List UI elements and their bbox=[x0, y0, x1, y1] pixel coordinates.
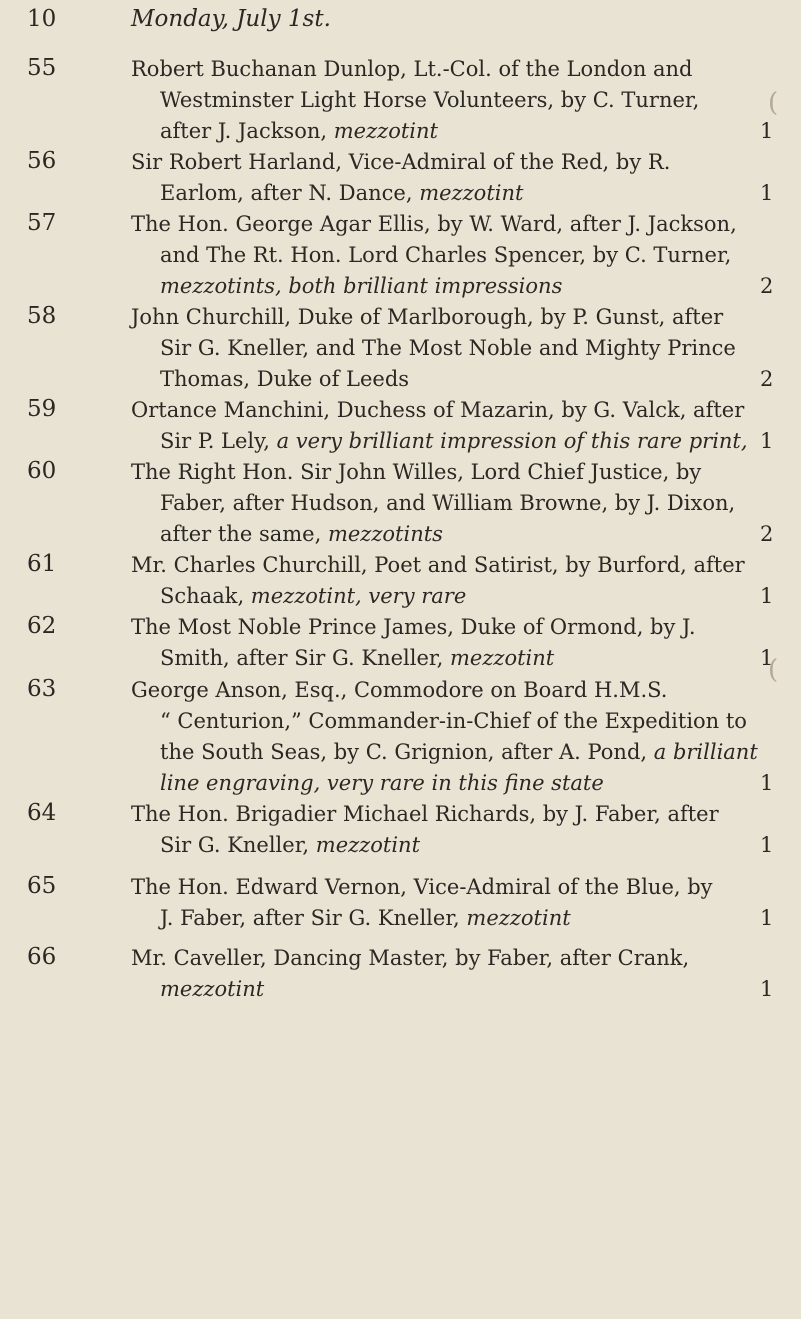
lot-number: 64 bbox=[27, 800, 57, 826]
lot-quantity: 1 bbox=[760, 119, 774, 143]
lot-text-line: Mr. Caveller, Dancing Master, by Faber, after Crank, bbox=[131, 946, 690, 970]
lot-text-line: George Anson, Esq., Commodore on Board H.M.S. bbox=[131, 678, 668, 702]
lot-number: 59 bbox=[27, 396, 57, 422]
lot-text-line: Robert Buchanan Dunlop, Lt.-Col. of the London and bbox=[131, 57, 693, 81]
lot-text-line: after the same, mezzotints bbox=[160, 522, 443, 546]
lot-text-line: Westminster Light Horse Volunteers, by C. Turner, bbox=[160, 88, 700, 112]
lot-text-line: and The Rt. Hon. Lord Charles Spencer, by C. Turner, bbox=[160, 243, 732, 267]
lot-quantity: 2 bbox=[760, 522, 774, 546]
lot-text-line: J. Faber, after Sir G. Kneller, mezzotint bbox=[160, 906, 571, 930]
show-through-mark: ( bbox=[768, 88, 779, 118]
lot-quantity: 2 bbox=[760, 274, 774, 298]
lot-text-line: Sir Robert Harland, Vice-Admiral of the Red, by R. bbox=[131, 150, 671, 174]
lot-quantity: 1 bbox=[760, 429, 774, 453]
lot-text-line: John Churchill, Duke of Marlborough, by P. Gunst, after bbox=[131, 305, 724, 329]
lot-quantity: 1 bbox=[760, 646, 774, 670]
lot-text-line: The Hon. George Agar Ellis, by W. Ward, after J. Jackson, bbox=[131, 212, 737, 236]
lot-number: 58 bbox=[27, 303, 57, 329]
lot-quantity: 1 bbox=[760, 906, 774, 930]
show-through-mark: ( bbox=[768, 655, 779, 685]
lot-number: 60 bbox=[27, 458, 57, 484]
lot-number: 57 bbox=[27, 210, 57, 236]
page-number: 10 bbox=[27, 6, 57, 32]
lot-text-line: The Hon. Edward Vernon, Vice-Admiral of the Blue, by bbox=[131, 875, 713, 899]
lot-text-line: mezzotints, both brilliant impressions bbox=[160, 274, 563, 298]
lot-number: 56 bbox=[27, 148, 57, 174]
lot-quantity: 1 bbox=[760, 584, 774, 608]
lot-text-line: The Hon. Brigadier Michael Richards, by J. Faber, after bbox=[131, 802, 719, 826]
lot-text-line: “ Centurion,” Commander-in-Chief of the Expedition to bbox=[160, 709, 747, 733]
lot-quantity: 1 bbox=[760, 771, 774, 795]
lot-text-line: Ortance Manchini, Duchess of Mazarin, by G. Valck, after bbox=[131, 398, 745, 422]
lot-number: 66 bbox=[27, 944, 57, 970]
sale-day-heading: Monday, July 1st. bbox=[131, 6, 331, 32]
lot-text-line: The Most Noble Prince James, Duke of Ormond, by J. bbox=[131, 615, 696, 639]
lot-text-line: Sir G. Kneller, mezzotint bbox=[160, 833, 421, 857]
lot-text-line: Sir P. Lely, a very brilliant impression of this rare print, bbox=[160, 429, 748, 453]
lot-text-line: mezzotint bbox=[160, 977, 265, 1001]
lot-text-line: Schaak, mezzotint, very rare bbox=[160, 584, 467, 608]
lot-text-line: after J. Jackson, mezzotint bbox=[160, 119, 438, 143]
lot-number: 65 bbox=[27, 873, 57, 899]
lot-text-line: Sir G. Kneller, and The Most Noble and Mighty Prince bbox=[160, 336, 736, 360]
lot-text-line: the South Seas, by C. Grignion, after A. Pond, a brilliant bbox=[160, 740, 758, 764]
lot-number: 62 bbox=[27, 613, 57, 639]
lot-text-line: line engraving, very rare in this fine state bbox=[160, 771, 604, 795]
lot-quantity: 2 bbox=[760, 367, 774, 391]
lot-quantity: 1 bbox=[760, 977, 774, 1001]
lot-quantity: 1 bbox=[760, 181, 774, 205]
lot-text-line: Earlom, after N. Dance, mezzotint bbox=[160, 181, 524, 205]
lot-number: 63 bbox=[27, 676, 57, 702]
lot-text-line: Mr. Charles Churchill, Poet and Satirist, by Burford, after bbox=[131, 553, 745, 577]
lot-text-line: Faber, after Hudson, and William Browne, by J. Dixon, bbox=[160, 491, 736, 515]
lot-quantity: 1 bbox=[760, 833, 774, 857]
lot-text-line: The Right Hon. Sir John Willes, Lord Chief Justice, by bbox=[131, 460, 702, 484]
lot-number: 55 bbox=[27, 55, 57, 81]
lot-text-line: Smith, after Sir G. Kneller, mezzotint bbox=[160, 646, 555, 670]
lot-number: 61 bbox=[27, 551, 57, 577]
lot-text-line: Thomas, Duke of Leeds bbox=[160, 367, 410, 391]
